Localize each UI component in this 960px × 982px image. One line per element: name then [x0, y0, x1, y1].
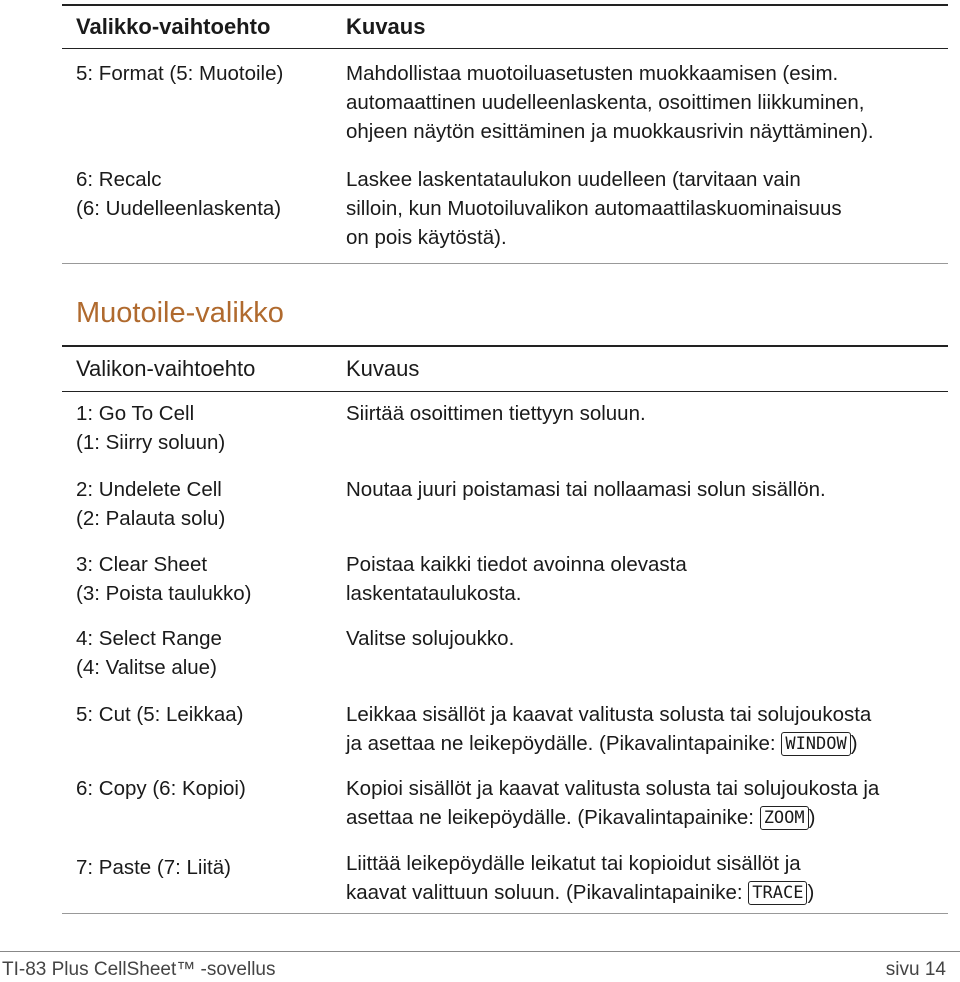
table1-header-option: Valikko-vaihtoehto	[76, 14, 271, 39]
menu-option-undelete-cell: 2: Undelete Cell (2: Palauta solu)	[76, 478, 226, 530]
menu-description-select-range: Valitse solujoukko.	[346, 627, 515, 650]
menu-description-paste: Liittää leikepöydälle leikatut tai kopioidut sisällöt ja kaavat valittuun soluun. (Pikavalintapainike: TRACE )	[346, 852, 815, 904]
table2-header-rule	[62, 391, 948, 392]
menu-option-select-range: 4: Select Range (4: Valitse alue)	[76, 627, 222, 679]
window-key-icon: WINDOW	[781, 732, 850, 756]
footer-document-title: TI-83 Plus CellSheet™ -sovellus	[2, 959, 276, 980]
section-title: Muotoile-valikko	[76, 297, 284, 329]
menu-description-go-to-cell: Siirtää osoittimen tiettyyn soluun.	[346, 402, 646, 425]
table1-header-description: Kuvaus	[346, 14, 426, 39]
table1-row-recalc-description: Laskee laskentataulukon uudelleen (tarvitaan vain silloin, kun Muotoiluvalikon automaattilaskuominaisuus on pois käytöstä).	[346, 168, 842, 249]
table1-bottom-rule	[62, 263, 948, 264]
table1-row-format-option: 5: Format (5: Muotoile)	[76, 62, 284, 85]
table1-row-recalc-option: 6: Recalc (6: Uudelleenlaskenta)	[76, 168, 282, 220]
footer-rule	[0, 951, 960, 952]
zoom-key-icon: ZOOM	[760, 806, 809, 830]
menu-description-clear-sheet: Poistaa kaikki tiedot avoinna olevasta laskentataulukosta.	[346, 553, 687, 605]
footer-page-number: sivu 14	[885, 959, 946, 980]
table1-row-format-description: Mahdollistaa muotoiluasetusten muokkaamisen (esim. automaattinen uudelleenlaskenta, osoittimen liikkuminen, ohjeen näytön esittäminen ja muokkausrivin näyttäminen).	[346, 62, 874, 143]
table2-header-description: Kuvaus	[346, 356, 420, 381]
menu-option-copy: 6: Copy (6: Kopioi)	[76, 777, 246, 800]
menu-description-undelete-cell: Noutaa juuri poistamasi tai nollaamasi solun sisällön.	[346, 478, 826, 501]
table2-header-option: Valikon-vaihtoehto	[76, 356, 256, 381]
table1-header-rule	[62, 48, 948, 49]
table2-top-rule	[62, 345, 948, 347]
menu-option-paste: 7: Paste (7: Liitä)	[76, 856, 231, 879]
table2-bottom-rule	[62, 913, 948, 914]
menu-option-cut: 5: Cut (5: Leikkaa)	[76, 703, 244, 726]
trace-key-icon: TRACE	[748, 881, 807, 905]
table1-top-rule	[62, 4, 948, 6]
menu-option-go-to-cell: 1: Go To Cell (1: Siirry soluun)	[76, 402, 226, 454]
menu-option-clear-sheet: 3: Clear Sheet (3: Poista taulukko)	[76, 553, 252, 605]
menu-description-cut: Leikkaa sisällöt ja kaavat valitusta solusta tai solujoukosta ja asettaa ne leikepöydälle. (Pikavalintapainike: WINDOW )	[346, 703, 872, 755]
menu-description-copy: Kopioi sisällöt ja kaavat valitusta solusta tai solujoukosta ja asettaa ne leikepöydälle. (Pikavalintapainike: ZOOM )	[346, 777, 880, 829]
